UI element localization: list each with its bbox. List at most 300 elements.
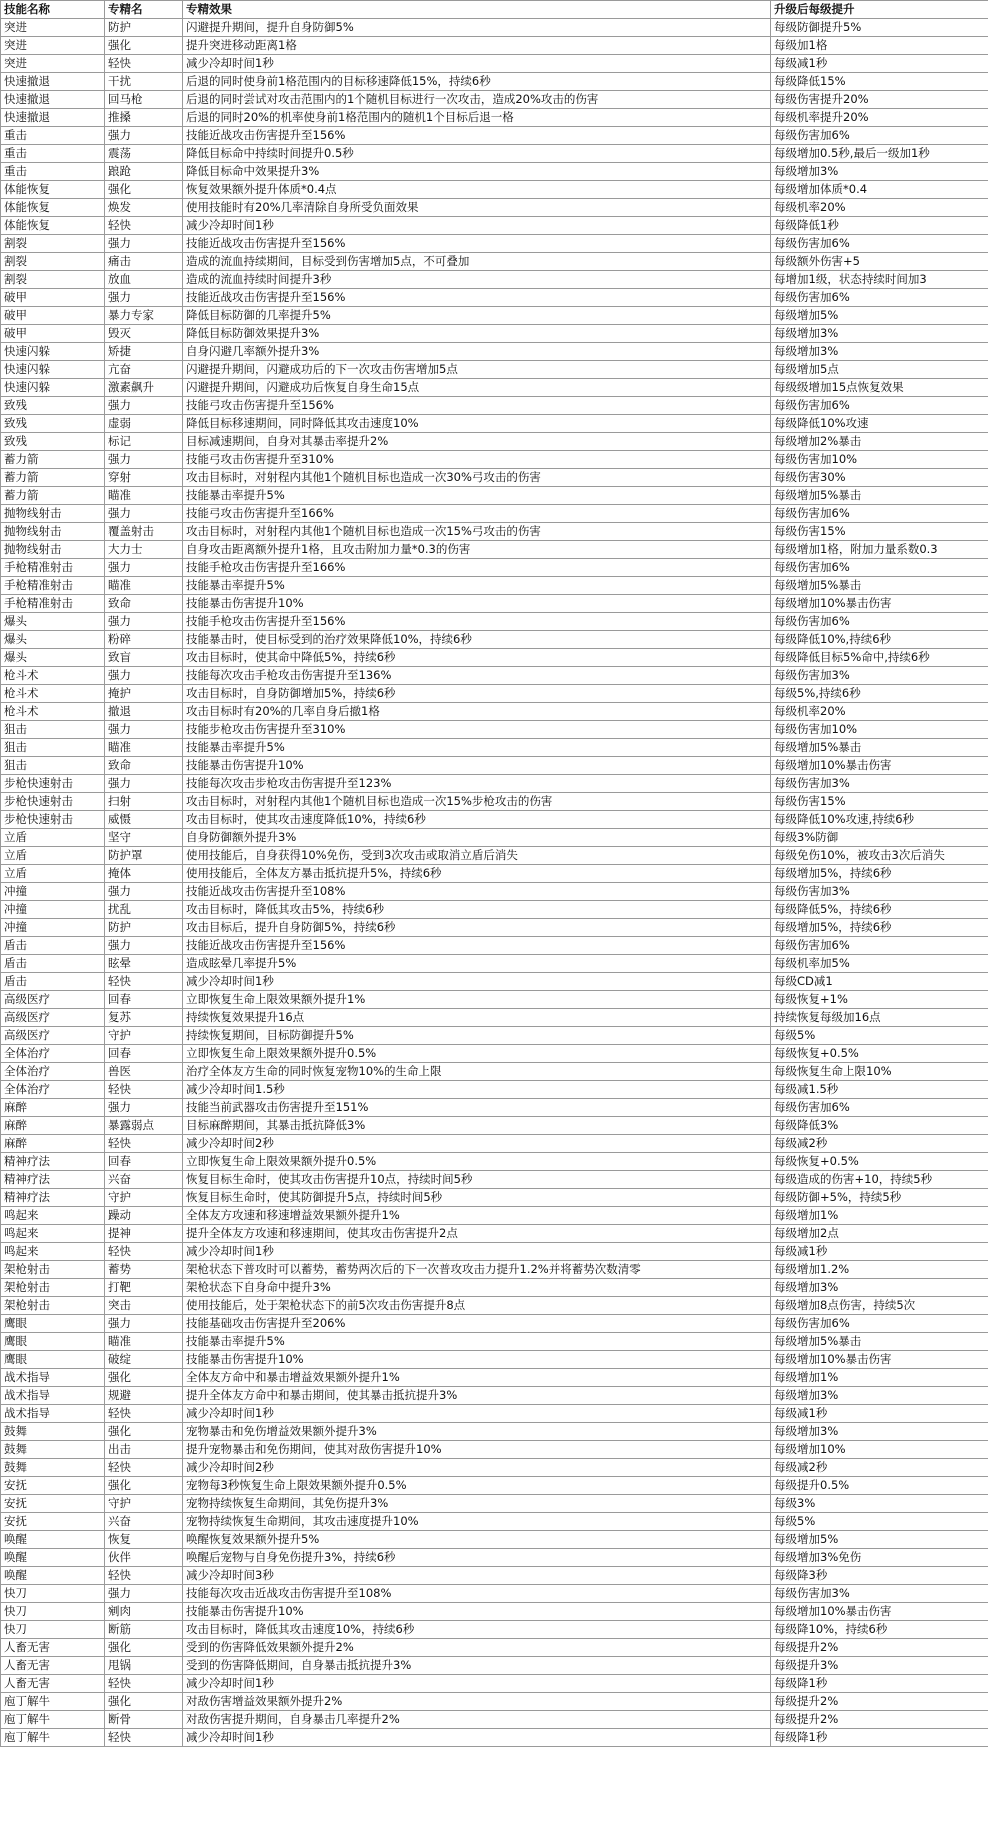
cell-skill-name: 安抚 bbox=[1, 1477, 105, 1495]
cell-per-level-upgrade: 每级伤害30% bbox=[771, 469, 988, 487]
table-row bbox=[1, 127, 988, 145]
cell-specialization-name: 提神 bbox=[105, 1225, 183, 1243]
cell-skill-name: 人畜无害 bbox=[1, 1657, 105, 1675]
cell-specialization-name: 致命 bbox=[105, 757, 183, 775]
cell-skill-name: 人畜无害 bbox=[1, 1675, 105, 1693]
table-row bbox=[1, 883, 988, 901]
table-row bbox=[1, 487, 988, 505]
cell-specialization-effect: 宠物每3秒恢复生命上限效果额外提升0.5% bbox=[183, 1477, 771, 1495]
cell-specialization-name: 强化 bbox=[105, 1423, 183, 1441]
cell-skill-name: 重击 bbox=[1, 163, 105, 181]
cell-specialization-effect: 对敌伤害提升期间，自身暴击几率提升2% bbox=[183, 1711, 771, 1729]
cell-specialization-name: 强力 bbox=[105, 505, 183, 523]
cell-specialization-name: 断筋 bbox=[105, 1621, 183, 1639]
cell-specialization-name: 恢复 bbox=[105, 1531, 183, 1549]
cell-specialization-name: 强化 bbox=[105, 1369, 183, 1387]
table-row bbox=[1, 145, 988, 163]
cell-specialization-name: 激素飙升 bbox=[105, 379, 183, 397]
cell-skill-name: 安抚 bbox=[1, 1495, 105, 1513]
table-row bbox=[1, 199, 988, 217]
cell-specialization-effect: 技能弓攻击伤害提升至156% bbox=[183, 397, 771, 415]
cell-per-level-upgrade: 每级增加5点 bbox=[771, 361, 988, 379]
cell-specialization-effect: 减少冷却时间1秒 bbox=[183, 217, 771, 235]
table-row bbox=[1, 1153, 988, 1171]
cell-specialization-effect: 技能近战攻击伤害提升至156% bbox=[183, 235, 771, 253]
table-row bbox=[1, 1477, 988, 1495]
cell-specialization-effect: 后退的同时20%的机率使身前1格范围内的随机1个目标后退一格 bbox=[183, 109, 771, 127]
cell-per-level-upgrade: 每级恢复生命上限10% bbox=[771, 1063, 988, 1081]
table-row bbox=[1, 1693, 988, 1711]
cell-skill-name: 战术指导 bbox=[1, 1369, 105, 1387]
cell-per-level-upgrade: 每级降10%，持续6秒 bbox=[771, 1621, 988, 1639]
cell-specialization-name: 覆盖射击 bbox=[105, 523, 183, 541]
cell-specialization-effect: 使用技能后，处于架枪状态下的前5次攻击伤害提升8点 bbox=[183, 1297, 771, 1315]
cell-specialization-effect: 攻击目标时，自身防御增加5%，持续6秒 bbox=[183, 685, 771, 703]
cell-skill-name: 重击 bbox=[1, 145, 105, 163]
table-row bbox=[1, 829, 988, 847]
cell-specialization-effect: 提升宠物暴击和免伤期间，使其对敌伤害提升10% bbox=[183, 1441, 771, 1459]
cell-specialization-name: 毁灭 bbox=[105, 325, 183, 343]
cell-specialization-name: 焕发 bbox=[105, 199, 183, 217]
table-row bbox=[1, 415, 988, 433]
cell-per-level-upgrade: 每级增加1% bbox=[771, 1369, 988, 1387]
cell-specialization-effect: 技能暴击伤害提升10% bbox=[183, 757, 771, 775]
table-row bbox=[1, 793, 988, 811]
cell-per-level-upgrade: 每级增加5%暴击 bbox=[771, 1333, 988, 1351]
header-per-level-upgrade: 升级后每级提升 bbox=[771, 1, 988, 19]
table-row bbox=[1, 1027, 988, 1045]
cell-specialization-name: 瞄准 bbox=[105, 487, 183, 505]
cell-per-level-upgrade: 每级伤害加3% bbox=[771, 667, 988, 685]
cell-specialization-effect: 技能暴击伤害提升10% bbox=[183, 1603, 771, 1621]
cell-specialization-name: 回春 bbox=[105, 1153, 183, 1171]
cell-specialization-effect: 提升突进移动距离1格 bbox=[183, 37, 771, 55]
cell-skill-name: 爆头 bbox=[1, 613, 105, 631]
cell-specialization-name: 轻快 bbox=[105, 217, 183, 235]
cell-skill-name: 庖丁解牛 bbox=[1, 1711, 105, 1729]
cell-per-level-upgrade: 每级伤害加6% bbox=[771, 1315, 988, 1333]
cell-per-level-upgrade: 每级增加10% bbox=[771, 1441, 988, 1459]
cell-skill-name: 人畜无害 bbox=[1, 1639, 105, 1657]
cell-specialization-effect: 闪避提升期间，闪避成功后恢复自身生命15点 bbox=[183, 379, 771, 397]
cell-specialization-effect: 唤醒恢复效果额外提升5% bbox=[183, 1531, 771, 1549]
cell-per-level-upgrade: 每级提升0.5% bbox=[771, 1477, 988, 1495]
cell-per-level-upgrade: 每增加1级，状态持续时间加3 bbox=[771, 271, 988, 289]
cell-specialization-effect: 技能步枪攻击伤害提升至310% bbox=[183, 721, 771, 739]
cell-specialization-effect: 对敌伤害增益效果额外提升2% bbox=[183, 1693, 771, 1711]
cell-specialization-name: 甩锅 bbox=[105, 1657, 183, 1675]
table-row bbox=[1, 847, 988, 865]
cell-specialization-name: 打靶 bbox=[105, 1279, 183, 1297]
cell-specialization-name: 出击 bbox=[105, 1441, 183, 1459]
cell-specialization-effect: 恢复目标生命时，使其攻击伤害提升10点，持续时间5秒 bbox=[183, 1171, 771, 1189]
cell-specialization-name: 躁动 bbox=[105, 1207, 183, 1225]
cell-skill-name: 蓄力箭 bbox=[1, 451, 105, 469]
cell-per-level-upgrade: 每级恢复+1% bbox=[771, 991, 988, 1009]
table-row bbox=[1, 739, 988, 757]
cell-per-level-upgrade: 每级伤害加6% bbox=[771, 235, 988, 253]
cell-per-level-upgrade: 每级降低5%，持续6秒 bbox=[771, 901, 988, 919]
cell-skill-name: 冲撞 bbox=[1, 919, 105, 937]
cell-specialization-name: 穿射 bbox=[105, 469, 183, 487]
cell-skill-name: 手枪精准射击 bbox=[1, 559, 105, 577]
cell-specialization-effect: 技能暴击伤害提升10% bbox=[183, 595, 771, 613]
cell-specialization-effect: 提升全体友方命中和暴击期间，使其暴击抵抗提升3% bbox=[183, 1387, 771, 1405]
table-row bbox=[1, 721, 988, 739]
cell-specialization-name: 轻快 bbox=[105, 973, 183, 991]
cell-per-level-upgrade: 每级额外伤害+5 bbox=[771, 253, 988, 271]
cell-skill-name: 抛物线射击 bbox=[1, 505, 105, 523]
table-row bbox=[1, 379, 988, 397]
cell-specialization-name: 强化 bbox=[105, 37, 183, 55]
cell-per-level-upgrade: 每级5% bbox=[771, 1513, 988, 1531]
cell-skill-name: 鼓舞 bbox=[1, 1423, 105, 1441]
cell-specialization-name: 轻快 bbox=[105, 1675, 183, 1693]
cell-per-level-upgrade: 每级机率20% bbox=[771, 703, 988, 721]
cell-skill-name: 狙击 bbox=[1, 721, 105, 739]
cell-per-level-upgrade: 每级恢复+0.5% bbox=[771, 1045, 988, 1063]
cell-specialization-effect: 技能暴击率提升5% bbox=[183, 739, 771, 757]
cell-specialization-effect: 治疗全体友方生命的同时恢复宠物10%的生命上限 bbox=[183, 1063, 771, 1081]
table-row bbox=[1, 307, 988, 325]
cell-per-level-upgrade: 每级增加10%暴击伤害 bbox=[771, 757, 988, 775]
cell-specialization-effect: 架枪状态下自身命中提升3% bbox=[183, 1279, 771, 1297]
cell-per-level-upgrade: 每级增加2点 bbox=[771, 1225, 988, 1243]
cell-skill-name: 全体治疗 bbox=[1, 1045, 105, 1063]
cell-specialization-effect: 宠物暴击和免伤增益效果额外提升3% bbox=[183, 1423, 771, 1441]
cell-specialization-effect: 架枪状态下普攻时可以蓄势，蓄势两次后的下一次普攻攻击力提升1.2%并将蓄势次数清零 bbox=[183, 1261, 771, 1279]
cell-skill-name: 枪斗术 bbox=[1, 667, 105, 685]
cell-skill-name: 庖丁解牛 bbox=[1, 1729, 105, 1747]
cell-specialization-effect: 宠物持续恢复生命期间，其攻击速度提升10% bbox=[183, 1513, 771, 1531]
table-row bbox=[1, 217, 988, 235]
table-row bbox=[1, 73, 988, 91]
cell-per-level-upgrade: 每级增加2%暴击 bbox=[771, 433, 988, 451]
cell-skill-name: 庖丁解牛 bbox=[1, 1693, 105, 1711]
cell-specialization-effect: 使用技能后，全体友方暴击抵抗提升5%，持续6秒 bbox=[183, 865, 771, 883]
cell-specialization-name: 轻快 bbox=[105, 1405, 183, 1423]
table-row bbox=[1, 289, 988, 307]
cell-specialization-name: 强力 bbox=[105, 451, 183, 469]
cell-specialization-name: 大力士 bbox=[105, 541, 183, 559]
cell-specialization-name: 标记 bbox=[105, 433, 183, 451]
cell-per-level-upgrade: 每级伤害加10% bbox=[771, 451, 988, 469]
cell-per-level-upgrade: 每级减1秒 bbox=[771, 1405, 988, 1423]
cell-skill-name: 鼓舞 bbox=[1, 1441, 105, 1459]
cell-skill-name: 枪斗术 bbox=[1, 703, 105, 721]
cell-skill-name: 架枪射击 bbox=[1, 1297, 105, 1315]
cell-specialization-name: 回春 bbox=[105, 1045, 183, 1063]
cell-specialization-name: 兽医 bbox=[105, 1063, 183, 1081]
cell-skill-name: 立盾 bbox=[1, 829, 105, 847]
cell-specialization-name: 轻快 bbox=[105, 1459, 183, 1477]
table-row bbox=[1, 1369, 988, 1387]
table-row bbox=[1, 181, 988, 199]
cell-per-level-upgrade: 每级伤害加6% bbox=[771, 559, 988, 577]
table-row bbox=[1, 1657, 988, 1675]
cell-specialization-name: 规避 bbox=[105, 1387, 183, 1405]
cell-specialization-effect: 后退的同时尝试对攻击范围内的1个随机目标进行一次攻击，造成20%攻击的伤害 bbox=[183, 91, 771, 109]
cell-skill-name: 突进 bbox=[1, 37, 105, 55]
cell-per-level-upgrade: 每级防御+5%，持续5秒 bbox=[771, 1189, 988, 1207]
cell-specialization-name: 暴力专家 bbox=[105, 307, 183, 325]
cell-per-level-upgrade: 每级提升2% bbox=[771, 1639, 988, 1657]
cell-specialization-effect: 减少冷却时间1.5秒 bbox=[183, 1081, 771, 1099]
table-row bbox=[1, 1135, 988, 1153]
cell-per-level-upgrade: 每级增加3% bbox=[771, 325, 988, 343]
cell-skill-name: 高级医疗 bbox=[1, 991, 105, 1009]
cell-specialization-effect: 闪避提升期间，提升自身防御5% bbox=[183, 19, 771, 37]
table-row bbox=[1, 91, 988, 109]
cell-per-level-upgrade: 每级伤害加3% bbox=[771, 775, 988, 793]
cell-skill-name: 蓄力箭 bbox=[1, 469, 105, 487]
cell-skill-name: 麻醉 bbox=[1, 1099, 105, 1117]
cell-skill-name: 快速撤退 bbox=[1, 109, 105, 127]
cell-specialization-effect: 技能弓攻击伤害提升至166% bbox=[183, 505, 771, 523]
cell-specialization-effect: 攻击目标时，对射程内其他1个随机目标也造成一次30%弓攻击的伤害 bbox=[183, 469, 771, 487]
cell-per-level-upgrade: 每级增加5%暴击 bbox=[771, 739, 988, 757]
cell-skill-name: 高级医疗 bbox=[1, 1027, 105, 1045]
cell-per-level-upgrade: 每级伤害加3% bbox=[771, 1585, 988, 1603]
table-row bbox=[1, 397, 988, 415]
table-row bbox=[1, 1405, 988, 1423]
table-row bbox=[1, 649, 988, 667]
cell-specialization-name: 强力 bbox=[105, 1315, 183, 1333]
table-row bbox=[1, 361, 988, 379]
cell-specialization-effect: 技能暴击率提升5% bbox=[183, 487, 771, 505]
cell-specialization-effect: 攻击目标时有20%的几率自身后撤1格 bbox=[183, 703, 771, 721]
table-row bbox=[1, 1387, 988, 1405]
cell-skill-name: 体能恢复 bbox=[1, 217, 105, 235]
cell-per-level-upgrade: 每级伤害15% bbox=[771, 523, 988, 541]
cell-per-level-upgrade: 每级伤害加6% bbox=[771, 505, 988, 523]
table-row bbox=[1, 343, 988, 361]
cell-skill-name: 架枪射击 bbox=[1, 1261, 105, 1279]
table-row bbox=[1, 1711, 988, 1729]
cell-specialization-name: 兴奋 bbox=[105, 1171, 183, 1189]
cell-skill-name: 战术指导 bbox=[1, 1405, 105, 1423]
table-row bbox=[1, 1549, 988, 1567]
cell-specialization-effect: 技能基础攻击伤害提升至206% bbox=[183, 1315, 771, 1333]
cell-specialization-name: 扫射 bbox=[105, 793, 183, 811]
cell-skill-name: 快速撤退 bbox=[1, 91, 105, 109]
cell-skill-name: 致残 bbox=[1, 415, 105, 433]
cell-specialization-name: 守护 bbox=[105, 1189, 183, 1207]
cell-specialization-effect: 攻击目标时，使其攻击速度降低10%，持续6秒 bbox=[183, 811, 771, 829]
cell-per-level-upgrade: 每级伤害15% bbox=[771, 793, 988, 811]
cell-specialization-effect: 技能近战攻击伤害提升至156% bbox=[183, 937, 771, 955]
cell-per-level-upgrade: 每级3%防御 bbox=[771, 829, 988, 847]
cell-specialization-effect: 技能暴击率提升5% bbox=[183, 1333, 771, 1351]
table-row bbox=[1, 775, 988, 793]
cell-skill-name: 鹰眼 bbox=[1, 1333, 105, 1351]
table-row bbox=[1, 1045, 988, 1063]
cell-per-level-upgrade: 每级减1.5秒 bbox=[771, 1081, 988, 1099]
table-row bbox=[1, 1207, 988, 1225]
header-specialization-name: 专精名 bbox=[105, 1, 183, 19]
cell-specialization-effect: 造成的流血持续期间，目标受到伤害增加5点，不可叠加 bbox=[183, 253, 771, 271]
cell-skill-name: 鼓舞 bbox=[1, 1459, 105, 1477]
table-row bbox=[1, 19, 988, 37]
cell-per-level-upgrade: 每级增加8点伤害，持续5次 bbox=[771, 1297, 988, 1315]
table-row bbox=[1, 559, 988, 577]
cell-skill-name: 突进 bbox=[1, 19, 105, 37]
cell-specialization-name: 轻快 bbox=[105, 1081, 183, 1099]
cell-skill-name: 鸣起来 bbox=[1, 1225, 105, 1243]
cell-specialization-effect: 降低目标移速期间，同时降低其攻击速度10% bbox=[183, 415, 771, 433]
cell-per-level-upgrade: 每级CD减1 bbox=[771, 973, 988, 991]
cell-per-level-upgrade: 持续恢复每级加16点 bbox=[771, 1009, 988, 1027]
cell-skill-name: 鹰眼 bbox=[1, 1315, 105, 1333]
cell-specialization-effect: 攻击目标时，对射程内其他1个随机目标也造成一次15%步枪攻击的伤害 bbox=[183, 793, 771, 811]
cell-specialization-effect: 自身防御额外提升3% bbox=[183, 829, 771, 847]
cell-skill-name: 快速撤退 bbox=[1, 73, 105, 91]
cell-specialization-effect: 使用技能时有20%几率清除自身所受负面效果 bbox=[183, 199, 771, 217]
cell-skill-name: 快速闪躲 bbox=[1, 343, 105, 361]
table-row bbox=[1, 37, 988, 55]
cell-specialization-effect: 恢复效果额外提升体质*0.4点 bbox=[183, 181, 771, 199]
cell-specialization-name: 回春 bbox=[105, 991, 183, 1009]
cell-per-level-upgrade: 每级降低目标5%命中,持续6秒 bbox=[771, 649, 988, 667]
table-row bbox=[1, 1729, 988, 1747]
table-row bbox=[1, 1495, 988, 1513]
cell-skill-name: 鸣起来 bbox=[1, 1207, 105, 1225]
cell-specialization-effect: 立即恢复生命上限效果额外提升0.5% bbox=[183, 1045, 771, 1063]
cell-per-level-upgrade: 每级增加1% bbox=[771, 1207, 988, 1225]
table-row bbox=[1, 757, 988, 775]
cell-skill-name: 致残 bbox=[1, 433, 105, 451]
table-row bbox=[1, 1531, 988, 1549]
cell-specialization-effect: 受到的伤害降低效果额外提升2% bbox=[183, 1639, 771, 1657]
cell-specialization-effect: 技能近战攻击伤害提升至156% bbox=[183, 289, 771, 307]
cell-specialization-effect: 减少冷却时间2秒 bbox=[183, 1135, 771, 1153]
cell-specialization-effect: 造成的流血持续时间提升3秒 bbox=[183, 271, 771, 289]
cell-per-level-upgrade: 每级增加5%，持续6秒 bbox=[771, 919, 988, 937]
cell-specialization-name: 轻快 bbox=[105, 1567, 183, 1585]
cell-skill-name: 狙击 bbox=[1, 757, 105, 775]
cell-specialization-name: 瞄准 bbox=[105, 739, 183, 757]
cell-specialization-name: 强化 bbox=[105, 1639, 183, 1657]
table-row bbox=[1, 1621, 988, 1639]
cell-specialization-name: 强力 bbox=[105, 937, 183, 955]
cell-per-level-upgrade: 每级减1秒 bbox=[771, 55, 988, 73]
cell-skill-name: 立盾 bbox=[1, 847, 105, 865]
cell-specialization-effect: 技能手枪攻击伤害提升至156% bbox=[183, 613, 771, 631]
cell-specialization-name: 扰乱 bbox=[105, 901, 183, 919]
cell-skill-name: 快刀 bbox=[1, 1621, 105, 1639]
cell-specialization-effect: 技能每次攻击步枪攻击伤害提升至123% bbox=[183, 775, 771, 793]
cell-skill-name: 蓄力箭 bbox=[1, 487, 105, 505]
table-row bbox=[1, 55, 988, 73]
cell-specialization-effect: 攻击目标时，降低其攻击速度10%，持续6秒 bbox=[183, 1621, 771, 1639]
cell-specialization-effect: 闪避提升期间，闪避成功后的下一次攻击伤害增加5点 bbox=[183, 361, 771, 379]
cell-per-level-upgrade: 每级伤害加6% bbox=[771, 937, 988, 955]
cell-specialization-name: 强力 bbox=[105, 1099, 183, 1117]
cell-per-level-upgrade: 每级减1秒 bbox=[771, 1243, 988, 1261]
cell-specialization-effect: 造成眩晕几率提升5% bbox=[183, 955, 771, 973]
cell-specialization-name: 瞄准 bbox=[105, 577, 183, 595]
table-row bbox=[1, 1675, 988, 1693]
cell-per-level-upgrade: 每级增加5%暴击 bbox=[771, 577, 988, 595]
table-row bbox=[1, 1567, 988, 1585]
cell-specialization-effect: 自身闪避几率额外提升3% bbox=[183, 343, 771, 361]
cell-specialization-name: 破绽 bbox=[105, 1351, 183, 1369]
cell-specialization-name: 粉碎 bbox=[105, 631, 183, 649]
cell-specialization-name: 掩护 bbox=[105, 685, 183, 703]
cell-per-level-upgrade: 每级防御提升5% bbox=[771, 19, 988, 37]
table-row bbox=[1, 613, 988, 631]
table-body bbox=[1, 19, 988, 1747]
cell-specialization-effect: 立即恢复生命上限效果额外提升0.5% bbox=[183, 1153, 771, 1171]
cell-specialization-effect: 技能近战攻击伤害提升至156% bbox=[183, 127, 771, 145]
cell-skill-name: 步枪快速射击 bbox=[1, 793, 105, 811]
cell-per-level-upgrade: 每级增加3% bbox=[771, 1279, 988, 1297]
cell-specialization-name: 干扰 bbox=[105, 73, 183, 91]
cell-skill-name: 割裂 bbox=[1, 235, 105, 253]
header-specialization-effect: 专精效果 bbox=[183, 1, 771, 19]
cell-specialization-effect: 目标减速期间，自身对其暴击率提升2% bbox=[183, 433, 771, 451]
cell-skill-name: 唤醒 bbox=[1, 1567, 105, 1585]
table-row bbox=[1, 1063, 988, 1081]
cell-per-level-upgrade: 每级提升2% bbox=[771, 1693, 988, 1711]
cell-skill-name: 架枪射击 bbox=[1, 1279, 105, 1297]
cell-skill-name: 唤醒 bbox=[1, 1531, 105, 1549]
cell-specialization-effect: 减少冷却时间1秒 bbox=[183, 1675, 771, 1693]
cell-skill-name: 手枪精准射击 bbox=[1, 595, 105, 613]
cell-specialization-effect: 全体友方攻速和移速增益效果额外提升1% bbox=[183, 1207, 771, 1225]
cell-skill-name: 狙击 bbox=[1, 739, 105, 757]
cell-skill-name: 盾击 bbox=[1, 937, 105, 955]
cell-specialization-name: 瞄准 bbox=[105, 1333, 183, 1351]
cell-skill-name: 步枪快速射击 bbox=[1, 775, 105, 793]
cell-skill-name: 枪斗术 bbox=[1, 685, 105, 703]
cell-skill-name: 麻醉 bbox=[1, 1117, 105, 1135]
cell-specialization-effect: 降低目标命中持续时间提升0.5秒 bbox=[183, 145, 771, 163]
cell-specialization-effect: 降低目标命中效果提升3% bbox=[183, 163, 771, 181]
cell-specialization-name: 矫捷 bbox=[105, 343, 183, 361]
table-row bbox=[1, 973, 988, 991]
cell-per-level-upgrade: 每级5% bbox=[771, 1027, 988, 1045]
cell-specialization-name: 回马枪 bbox=[105, 91, 183, 109]
cell-skill-name: 割裂 bbox=[1, 253, 105, 271]
cell-specialization-name: 眩晕 bbox=[105, 955, 183, 973]
cell-specialization-name: 强力 bbox=[105, 289, 183, 307]
cell-per-level-upgrade: 每级降低10%攻速 bbox=[771, 415, 988, 433]
table-row bbox=[1, 1009, 988, 1027]
cell-specialization-name: 强化 bbox=[105, 1477, 183, 1495]
cell-specialization-effect: 减少冷却时间1秒 bbox=[183, 1729, 771, 1747]
table-row bbox=[1, 865, 988, 883]
cell-specialization-name: 强力 bbox=[105, 235, 183, 253]
cell-skill-name: 爆头 bbox=[1, 649, 105, 667]
cell-skill-name: 重击 bbox=[1, 127, 105, 145]
cell-skill-name: 抛物线射击 bbox=[1, 523, 105, 541]
cell-skill-name: 冲撞 bbox=[1, 901, 105, 919]
cell-per-level-upgrade: 每级级增加15点恢复效果 bbox=[771, 379, 988, 397]
cell-specialization-effect: 减少冷却时间1秒 bbox=[183, 55, 771, 73]
cell-specialization-effect: 宠物持续恢复生命期间，其免伤提升3% bbox=[183, 1495, 771, 1513]
cell-per-level-upgrade: 每级减2秒 bbox=[771, 1459, 988, 1477]
cell-specialization-name: 断骨 bbox=[105, 1711, 183, 1729]
table-row bbox=[1, 667, 988, 685]
cell-specialization-name: 强力 bbox=[105, 559, 183, 577]
cell-specialization-effect: 技能每次攻击近战攻击伤害提升至108% bbox=[183, 1585, 771, 1603]
cell-specialization-effect: 降低目标防御效果提升3% bbox=[183, 325, 771, 343]
cell-per-level-upgrade: 每级免伤10%，被攻击3次后消失 bbox=[771, 847, 988, 865]
table-row bbox=[1, 919, 988, 937]
cell-specialization-name: 蓄势 bbox=[105, 1261, 183, 1279]
cell-per-level-upgrade: 每级机率提升20% bbox=[771, 109, 988, 127]
